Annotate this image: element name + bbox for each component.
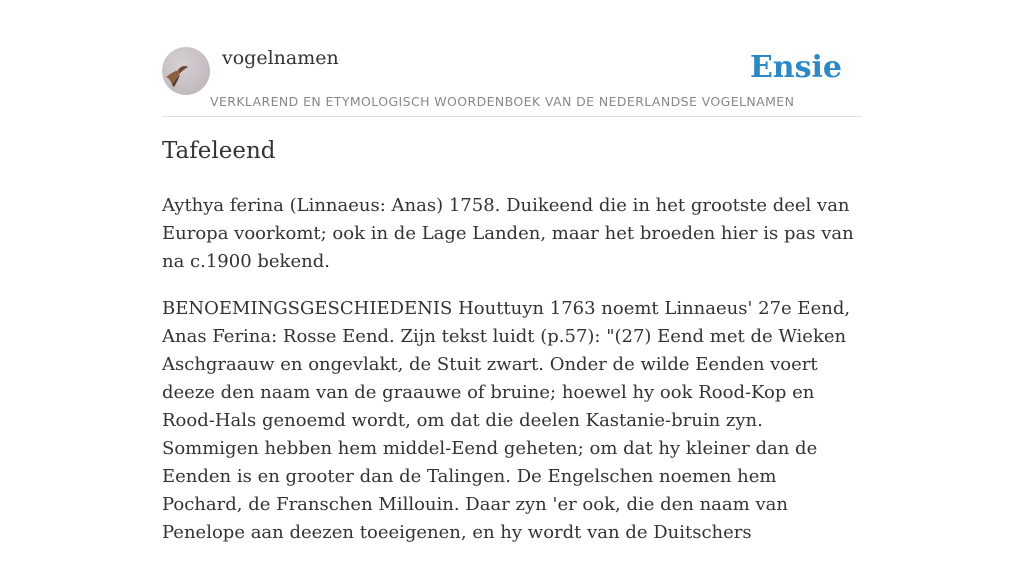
article-paragraph-intro: Aythya ferina (Linnaeus: Anas) 1758. Duikeend die in het grootste deel van Europa voorkomt; ook in de Lage Landen, maar het broeden hier is pas van na c.1900 bekend. [162, 195, 854, 272]
article-body [162, 192, 862, 566]
site-header [162, 44, 862, 117]
avatar[interactable] [162, 47, 210, 95]
page-title: Tafeleend [162, 138, 276, 164]
ensie-logo-link[interactable]: Ensie [749, 50, 842, 85]
site-name[interactable]: vogelnamen [222, 47, 339, 69]
article-paragraph-history: BENOEMINGSGESCHIEDENIS Houttuyn 1763 noemt Linnaeus' 27e Eend, Anas Ferina: Rosse Eend. Zijn tekst luidt (p.57): "(27) Eend met de Wieken Aschgraauw en ongevlakt, de Stuit zwart. Onder de wilde Eenden voert deeze den naam van de graauwe of bruine; hoewel hy ook Rood-Kop en Rood-Hals genoemd wordt, om dat die deelen Kastanie-bruin zyn. Sommigen hebben hem middel-Eend geheten; om dat hy kleiner dan de Eenden is en grooter dan de Talingen. De Engelschen noemen hem Pochard, de Franschen Millouin. Daar zyn 'er ook, die den naam van Penelope aan deezen toeeigenen, en hy wordt van de Duitschers [162, 298, 851, 543]
bird-photo-avatar-icon [162, 47, 210, 95]
site-subtitle: VERKLAREND EN ETYMOLOGISCH WOORDENBOEK VAN DE NEDERLANDSE VOGELNAMEN [210, 94, 795, 109]
